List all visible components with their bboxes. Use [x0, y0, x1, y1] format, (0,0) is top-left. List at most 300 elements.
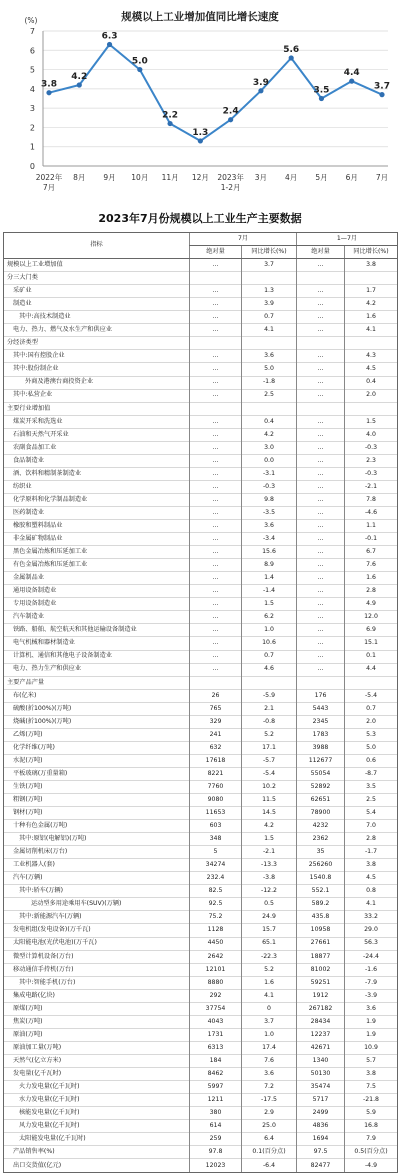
table-cell-july-growth: 7.2	[242, 1081, 297, 1094]
table-cell-july-growth: 4.6	[242, 663, 297, 676]
table-cell-name: 铁路、船舶、航空航天和其他运输设备制造业	[4, 624, 190, 637]
table-cell-july-value: …	[190, 454, 242, 467]
y-tick-label: 7	[29, 27, 35, 36]
table-cell-ytd-value: …	[297, 480, 345, 493]
table-cell-july-growth: 1.4	[242, 572, 297, 585]
table-cell-name: 工业机器人(套)	[4, 859, 190, 872]
table-row	[4, 976, 398, 989]
table-cell-july-growth: 6.4	[242, 1133, 297, 1146]
table-cell-july-growth: 3.6	[242, 520, 297, 533]
table-cell-july-growth: 8.9	[242, 559, 297, 572]
table-cell-name: 化学纤维(万吨)	[4, 741, 190, 754]
table-cell-july-value: 9080	[190, 794, 242, 807]
table-row	[4, 285, 398, 298]
table-cell-ytd-value: 35474	[297, 1081, 345, 1094]
table-cell-ytd-value: …	[297, 467, 345, 480]
table-cell-july-value: …	[190, 520, 242, 533]
table-row	[4, 259, 398, 272]
table-cell-july-growth: 0.1(百分点)	[242, 1146, 297, 1159]
table-cell-ytd-value	[297, 337, 345, 350]
table-cell-july-growth: -5.7	[242, 754, 297, 767]
table-cell-name: 原煤(万吨)	[4, 1002, 190, 1015]
table-cell-july-growth: 10.6	[242, 637, 297, 650]
table-cell-ytd-value: …	[297, 611, 345, 624]
table-row	[4, 1146, 398, 1159]
table-row	[4, 415, 398, 428]
table-cell-july-growth: 24.9	[242, 911, 297, 924]
data-label: 3.5	[313, 85, 330, 96]
table-cell-july-value: 82.5	[190, 885, 242, 898]
data-label: 5.0	[131, 56, 148, 67]
y-tick-label: 1	[29, 142, 35, 152]
data-point	[137, 67, 142, 72]
x-tick-label: 2023年	[217, 173, 244, 182]
table-cell-july-value: 6313	[190, 1041, 242, 1054]
table-cell-july-value: 17618	[190, 754, 242, 767]
series-line	[49, 45, 382, 141]
table-row	[4, 1081, 398, 1094]
table-cell-july-value: …	[190, 363, 242, 376]
table-cell-ytd-growth	[345, 337, 398, 350]
table-cell-name: 太阳能发电量(亿千瓦时)	[4, 1133, 190, 1146]
data-label: 1.3	[192, 127, 209, 138]
table-cell-ytd-value: …	[297, 493, 345, 506]
table-cell-ytd-value: …	[297, 311, 345, 324]
table-cell-name: 集成电路(亿块)	[4, 989, 190, 1002]
table-row	[4, 298, 398, 311]
table-row	[4, 741, 398, 754]
table-cell-july-value: 92.5	[190, 898, 242, 911]
table-cell-july-value: 232.4	[190, 872, 242, 885]
table-cell-july-growth: 4.1	[242, 324, 297, 337]
table-cell-ytd-value: 12237	[297, 1028, 345, 1041]
table-row	[4, 467, 398, 480]
table-cell-ytd-growth: 4.9	[345, 598, 398, 611]
data-label: 5.6	[283, 45, 300, 55]
table-cell-name: 其中:轿车(万辆)	[4, 885, 190, 898]
table-cell-july-value: 11653	[190, 807, 242, 820]
table-cell-ytd-value: …	[297, 389, 345, 402]
table-cell-july-value: 12101	[190, 963, 242, 976]
table-cell-ytd-growth: 16.8	[345, 1120, 398, 1133]
table-row	[4, 1133, 398, 1146]
table-cell-ytd-growth: 1.1	[345, 520, 398, 533]
table-cell-july-value: …	[190, 663, 242, 676]
table-cell-ytd-growth: 5.7	[345, 1054, 398, 1067]
table-row	[4, 520, 398, 533]
data-point	[379, 92, 384, 97]
table-cell-ytd-growth: 4.2	[345, 298, 398, 311]
table-row	[4, 1159, 398, 1173]
table-cell-july-growth: -0.3	[242, 480, 297, 493]
table-cell-july-growth: 14.5	[242, 807, 297, 820]
table-cell-name: 分三大门类	[4, 272, 190, 285]
table-row	[4, 493, 398, 506]
table-cell-ytd-value: 589.2	[297, 898, 345, 911]
table-cell-name: 化学原料和化学制品制造业	[4, 493, 190, 506]
table-cell-ytd-value: …	[297, 285, 345, 298]
table-row	[4, 324, 398, 337]
table-cell-july-growth	[242, 337, 297, 350]
table-header-row-1	[4, 233, 398, 246]
table-cell-july-value: 259	[190, 1133, 242, 1146]
table-row	[4, 963, 398, 976]
table-row	[4, 480, 398, 493]
table-cell-july-growth: 25.0	[242, 1120, 297, 1133]
table-row	[4, 950, 398, 963]
table-cell-ytd-value: …	[297, 546, 345, 559]
table-cell-name: 核能发电量(亿千瓦时)	[4, 1107, 190, 1120]
table-cell-name: 电力、热力、燃气及水生产和供应业	[4, 324, 190, 337]
table-cell-july-growth: 11.5	[242, 794, 297, 807]
chart-canvas	[0, 0, 400, 192]
table-cell-ytd-value: …	[297, 363, 345, 376]
table-cell-july-growth: 3.6	[242, 350, 297, 363]
table-row	[4, 859, 398, 872]
table-cell-ytd-value: 176	[297, 689, 345, 702]
table-cell-ytd-value: …	[297, 376, 345, 389]
table-cell-ytd-growth: -5.4	[345, 689, 398, 702]
table-cell-july-value	[190, 272, 242, 285]
table-cell-ytd-growth: 1.9	[345, 1015, 398, 1028]
table-cell-ytd-growth: 7.9	[345, 1133, 398, 1146]
table-cell-ytd-growth: 6.7	[345, 546, 398, 559]
table-cell-ytd-value: …	[297, 585, 345, 598]
table-cell-ytd-growth: 0.1	[345, 650, 398, 663]
table-row	[4, 311, 398, 324]
table-cell-july-growth: -3.4	[242, 533, 297, 546]
table-cell-ytd-growth: 4.1	[345, 324, 398, 337]
table-row	[4, 546, 398, 559]
table-cell-ytd-value: 59251	[297, 976, 345, 989]
table-cell-name: 其中:新能源汽车(万辆)	[4, 911, 190, 924]
table-cell-ytd-growth: 2.5	[345, 794, 398, 807]
table-cell-july-value: 5997	[190, 1081, 242, 1094]
table-row	[4, 598, 398, 611]
table-cell-july-value: 1128	[190, 924, 242, 937]
table-cell-july-growth: -6.4	[242, 1159, 297, 1173]
table-cell-ytd-growth: 4.5	[345, 872, 398, 885]
table-cell-ytd-growth: -2.1	[345, 480, 398, 493]
table-cell-july-growth: 5.2	[242, 963, 297, 976]
table-cell-ytd-value: 18877	[297, 950, 345, 963]
table-cell-name: 外商及港澳台商投资企业	[4, 376, 190, 389]
table-cell-july-value: 241	[190, 728, 242, 741]
data-point	[107, 42, 112, 47]
table-cell-ytd-growth: 3.8	[345, 1068, 398, 1081]
table-cell-ytd-value: 267182	[297, 1002, 345, 1015]
table-row	[4, 1120, 398, 1133]
table-cell-july-value: 348	[190, 833, 242, 846]
table-cell-ytd-value: 2345	[297, 715, 345, 728]
table-cell-july-growth: 10.2	[242, 780, 297, 793]
table-cell-july-growth: 15.6	[242, 546, 297, 559]
table-cell-ytd-growth: 3.6	[345, 1002, 398, 1015]
x-tick-label-line2: 7月	[42, 183, 56, 192]
table-cell-july-value: …	[190, 376, 242, 389]
table-cell-name: 平板玻璃(万重量箱)	[4, 767, 190, 780]
table-row	[4, 663, 398, 676]
table-cell-ytd-value: …	[297, 650, 345, 663]
table-cell-july-value: 8221	[190, 767, 242, 780]
table-cell-ytd-growth: 1.9	[345, 1028, 398, 1041]
table-cell-name: 火力发电量(亿千瓦时)	[4, 1081, 190, 1094]
table-cell-ytd-value: 4232	[297, 820, 345, 833]
data-point	[77, 82, 82, 87]
table-cell-ytd-value: …	[297, 324, 345, 337]
table-cell-july-growth: 17.1	[242, 741, 297, 754]
table-cell-july-value: 1211	[190, 1094, 242, 1107]
table-row	[4, 794, 398, 807]
table-cell-july-value: …	[190, 480, 242, 493]
data-label: 4.4	[343, 68, 360, 79]
x-tick-label-line2: 1-2月	[220, 183, 241, 192]
table-cell-ytd-value: …	[297, 572, 345, 585]
table-cell-july-value: …	[190, 611, 242, 624]
table-cell-ytd-growth: 0.8	[345, 885, 398, 898]
table-cell-july-value: …	[190, 546, 242, 559]
table-row	[4, 1068, 398, 1081]
table-cell-july-value: 7760	[190, 780, 242, 793]
table-cell-ytd-growth: 4.0	[345, 428, 398, 441]
table-cell-ytd-growth: 0.7	[345, 702, 398, 715]
table-cell-july-growth: -12.2	[242, 885, 297, 898]
table-cell-ytd-value: …	[297, 520, 345, 533]
table-cell-ytd-value: …	[297, 298, 345, 311]
table-row	[4, 650, 398, 663]
y-tick-label: 5	[29, 65, 35, 75]
table-cell-ytd-growth: 2.3	[345, 454, 398, 467]
table-cell-name: 通用设备制造业	[4, 585, 190, 598]
table-cell-ytd-value: …	[297, 637, 345, 650]
table-cell-ytd-growth: -4.9	[345, 1159, 398, 1173]
y-tick-label: 2	[29, 123, 35, 133]
table-cell-july-value: …	[190, 259, 242, 272]
table-cell-ytd-growth: 10.9	[345, 1041, 398, 1054]
table-cell-name: 粗钢(万吨)	[4, 794, 190, 807]
table-cell-july-growth: 0.7	[242, 650, 297, 663]
table-cell-ytd-value: 435.8	[297, 911, 345, 924]
table-cell-ytd-growth	[345, 402, 398, 415]
table-cell-name: 太阳能电池(光伏电池)(万千瓦)	[4, 937, 190, 950]
indicator-header: 指标	[4, 233, 190, 259]
table-row	[4, 376, 398, 389]
table-cell-ytd-value: 82477	[297, 1159, 345, 1173]
table-row	[4, 989, 398, 1002]
table-row	[4, 1041, 398, 1054]
table-cell-july-growth: -5.4	[242, 767, 297, 780]
table-cell-july-value: …	[190, 506, 242, 519]
table-cell-name: 有色金属冶炼和压延加工业	[4, 559, 190, 572]
table-cell-july-value: 1731	[190, 1028, 242, 1041]
table-cell-july-value: …	[190, 598, 242, 611]
table-row	[4, 1028, 398, 1041]
x-tick-label: 12月	[191, 173, 209, 182]
table-row	[4, 911, 398, 924]
table-cell-ytd-growth: -4.6	[345, 506, 398, 519]
table-cell-july-growth: 3.6	[242, 1068, 297, 1081]
table-cell-name: 主要产品产量	[4, 676, 190, 689]
table-cell-ytd-value: 1340	[297, 1054, 345, 1067]
table-cell-name: 产品销售率(%)	[4, 1146, 190, 1159]
table-cell-ytd-growth: 4.5	[345, 363, 398, 376]
table-cell-ytd-value: 112677	[297, 754, 345, 767]
x-tick-label: 5月	[315, 173, 328, 182]
table-cell-name: 其中:原铝(电解铝)(万吨)	[4, 833, 190, 846]
table-row	[4, 272, 398, 285]
table-cell-ytd-value: 1540.8	[297, 872, 345, 885]
table-cell-ytd-growth: 2.0	[345, 389, 398, 402]
table-cell-ytd-growth: 7.8	[345, 493, 398, 506]
table-cell-ytd-value: …	[297, 624, 345, 637]
table-cell-ytd-value: 1694	[297, 1133, 345, 1146]
table-cell-ytd-value: 62651	[297, 794, 345, 807]
table-cell-july-growth: 7.6	[242, 1054, 297, 1067]
table-cell-july-value: 603	[190, 820, 242, 833]
table-cell-july-growth: 9.8	[242, 493, 297, 506]
table-row	[4, 454, 398, 467]
table-cell-ytd-value: 52892	[297, 780, 345, 793]
table-cell-ytd-value: …	[297, 454, 345, 467]
table-cell-name: 其中:国有控股企业	[4, 350, 190, 363]
table-cell-july-growth: -0.8	[242, 715, 297, 728]
table-cell-july-value: …	[190, 428, 242, 441]
table-cell-name: 微型计算机设备(万台)	[4, 950, 190, 963]
table-cell-ytd-value: 2499	[297, 1107, 345, 1120]
table-cell-name: 发电量(亿千瓦时)	[4, 1068, 190, 1081]
table-cell-ytd-growth: 15.1	[345, 637, 398, 650]
table-cell-july-growth	[242, 402, 297, 415]
table-cell-ytd-value: …	[297, 350, 345, 363]
table-cell-name: 移动通信手持机(万台)	[4, 963, 190, 976]
table-cell-ytd-growth: -1.7	[345, 846, 398, 859]
table-cell-name: 电气机械和器材制造业	[4, 637, 190, 650]
table-cell-july-value: …	[190, 650, 242, 663]
table-row	[4, 1107, 398, 1120]
table-cell-name: 酒、饮料和精制茶制造业	[4, 467, 190, 480]
table-cell-july-value: 8880	[190, 976, 242, 989]
table-row	[4, 689, 398, 702]
x-tick-label: 9月	[103, 173, 116, 182]
data-label: 3.8	[41, 79, 57, 90]
table-cell-july-growth: 0.0	[242, 454, 297, 467]
table-cell-ytd-growth: -0.1	[345, 533, 398, 546]
table-cell-name: 黑色金属冶炼和压延加工业	[4, 546, 190, 559]
table-cell-name: 乙烯(万吨)	[4, 728, 190, 741]
table-cell-july-growth: -1.4	[242, 585, 297, 598]
table-cell-july-growth: -13.3	[242, 859, 297, 872]
growth-header-july: 同比增长(%)	[242, 246, 297, 259]
table-cell-ytd-value: 3988	[297, 741, 345, 754]
table-cell-ytd-value: …	[297, 559, 345, 572]
table-row	[4, 1002, 398, 1015]
table-row	[4, 572, 398, 585]
chart-title: 规模以上工业增加值同比增长速度	[121, 11, 279, 23]
table-cell-july-growth: 1.3	[242, 285, 297, 298]
table-cell-ytd-growth: 2.8	[345, 833, 398, 846]
table-cell-name: 分经济类型	[4, 337, 190, 350]
table-cell-july-growth: 4.2	[242, 428, 297, 441]
table-cell-ytd-growth: -1.6	[345, 963, 398, 976]
table-cell-ytd-growth: -0.3	[345, 441, 398, 454]
table-cell-july-growth: 4.2	[242, 820, 297, 833]
table-cell-july-growth: -3.5	[242, 506, 297, 519]
table-row	[4, 754, 398, 767]
table-cell-ytd-value: 2362	[297, 833, 345, 846]
table-cell-ytd-value: …	[297, 663, 345, 676]
x-tick-label: 7月	[375, 173, 389, 182]
table-cell-name: 其中:智能手机(万台)	[4, 976, 190, 989]
table-cell-july-growth: 4.1	[242, 989, 297, 1002]
table-row	[4, 807, 398, 820]
table-cell-ytd-value: 97.5	[297, 1146, 345, 1159]
table-cell-name: 水泥(万吨)	[4, 754, 190, 767]
y-axis-unit: (%)	[24, 16, 38, 25]
table-cell-ytd-value	[297, 676, 345, 689]
table-row	[4, 428, 398, 441]
table-cell-ytd-growth: 5.3	[345, 728, 398, 741]
table-cell-name: 计算机、通信和其他电子设备制造业	[4, 650, 190, 663]
table-row	[4, 350, 398, 363]
x-tick-label: 4月	[285, 173, 298, 182]
table-cell-name: 十种有色金属(万吨)	[4, 820, 190, 833]
table-cell-ytd-value	[297, 272, 345, 285]
table-cell-july-growth: 3.9	[242, 298, 297, 311]
table-cell-name: 农副食品加工业	[4, 441, 190, 454]
table-cell-name: 纺织业	[4, 480, 190, 493]
table-cell-ytd-value: …	[297, 259, 345, 272]
table-row	[4, 702, 398, 715]
table-cell-ytd-growth: 12.0	[345, 611, 398, 624]
table-cell-ytd-growth: 29.0	[345, 924, 398, 937]
table-cell-ytd-value: 1783	[297, 728, 345, 741]
x-tick-label: 11月	[161, 173, 179, 182]
table-cell-ytd-value: 256260	[297, 859, 345, 872]
table-row	[4, 337, 398, 350]
table-row	[4, 715, 398, 728]
x-tick-label: 2022年	[35, 173, 63, 182]
table-cell-name: 橡胶和塑料制品业	[4, 520, 190, 533]
table-cell-ytd-value: 27661	[297, 937, 345, 950]
table-cell-july-value: …	[190, 415, 242, 428]
table-cell-ytd-value: …	[297, 533, 345, 546]
table-cell-name: 煤炭开采和洗选业	[4, 415, 190, 428]
table-cell-name: 石油和天然气开采业	[4, 428, 190, 441]
x-tick-label: 6月	[345, 173, 358, 182]
data-label: 4.2	[71, 72, 88, 82]
x-tick-label: 10月	[131, 173, 149, 182]
table-cell-name: 原油(万吨)	[4, 1028, 190, 1041]
table-cell-july-growth: -5.9	[242, 689, 297, 702]
table-row	[4, 637, 398, 650]
absolute-header-july: 绝对量	[190, 246, 242, 259]
data-label: 2.4	[222, 106, 239, 117]
table-cell-july-value: …	[190, 493, 242, 506]
table-cell-name: 食品制造业	[4, 454, 190, 467]
table-cell-ytd-growth: 33.2	[345, 911, 398, 924]
table-row	[4, 611, 398, 624]
table-cell-july-growth: 1.0	[242, 624, 297, 637]
table-cell-july-value: …	[190, 389, 242, 402]
table-cell-july-value	[190, 676, 242, 689]
table-cell-july-value: …	[190, 285, 242, 298]
table-cell-name: 其中:高技术制造业	[4, 311, 190, 324]
table-row	[4, 402, 398, 415]
table-cell-ytd-growth: 7.0	[345, 820, 398, 833]
data-point	[167, 121, 172, 126]
table-cell-july-growth	[242, 676, 297, 689]
table-cell-july-value: …	[190, 637, 242, 650]
